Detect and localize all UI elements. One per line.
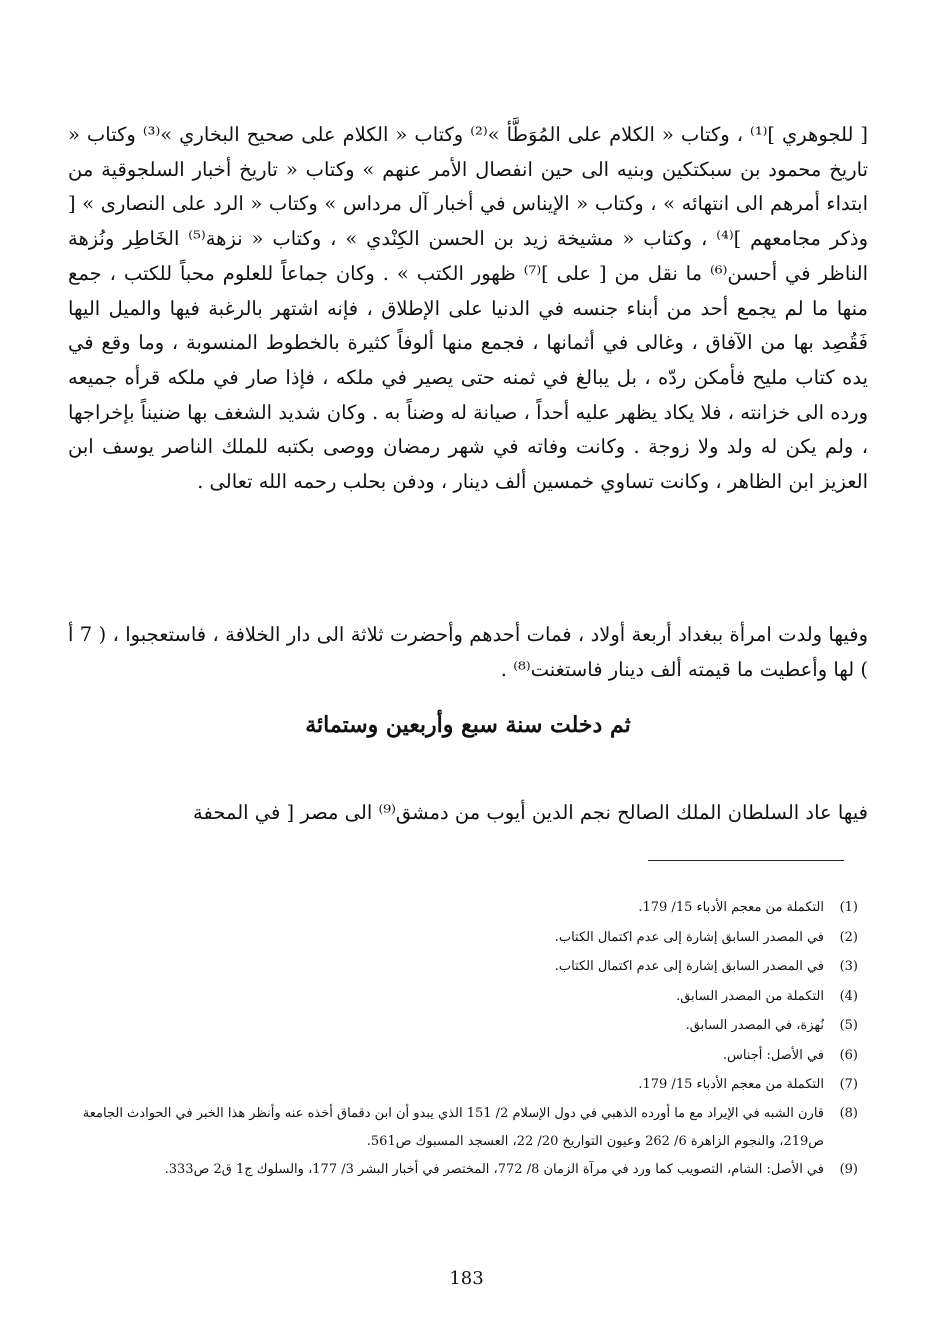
section-heading: ثم دخلت سنة سبع وأربعين وستمائة [305, 712, 631, 738]
main-paragraph-2: وفيها ولدت امرأة ببغداد أربعة أولاد ، فمات أحدهم وأحضرت ثلاثة الى دار الخلافة ، فاستعجبوا ، ( 7 أ ) لها وأعطيت ما قيمته ألف دينار فاستغنت⁽⁸⁾ . [68, 623, 868, 681]
footnotes-list [68, 893, 858, 1184]
footnote [68, 923, 858, 953]
footnote-number: (8) [839, 1105, 858, 1121]
footnote-text: في الأصل: الشام، التصويب كما ورد في مرآة الزمان 8/ 772، المختصر في أخبار البشر 3/ 177، والسلوك ج1 ق2 ص333. [164, 1161, 824, 1177]
footnote-text: في المصدر السابق إشارة إلى عدم اكتمال الكتاب. [554, 929, 824, 945]
footnote-text: التكملة من معجم الأدباء 15/ 179. [638, 1077, 824, 1092]
footnote-number: (4) [839, 988, 858, 1004]
page-number: 183 [449, 1268, 484, 1289]
footnote-number: (7) [839, 1077, 858, 1092]
footnote [68, 952, 858, 982]
footnote-text: قارن الشبه في الإيراد مع ما أورده الذهبي في دول الإسلام 2/ 151 الذي يبدو أن ابن دقماق أخذه عنه وأنظر هذا الخبر في الحوادث الجامعة ص219، والنجوم الزاهرة 6/ 262 وعيون التواريخ 20/ 22، العسجد المسبوك ص561. [82, 1105, 824, 1149]
footnote-number: (1) [839, 900, 858, 915]
footnote-number: (2) [839, 929, 858, 945]
footnote [68, 1156, 858, 1184]
footnote-number: (6) [839, 1047, 858, 1063]
footnote [68, 1041, 858, 1071]
footnote [68, 1070, 858, 1100]
footnote-text: نُهزة، في المصدر السابق. [685, 1018, 824, 1033]
footnote [68, 1011, 858, 1041]
footnote-number: (5) [839, 1018, 858, 1033]
footnote [68, 893, 858, 923]
main-paragraph-3: فيها عاد السلطان الملك الصالح نجم الدين أيوب من دمشق⁽⁹⁾ الى مصر [ في المحفة [193, 801, 868, 824]
footnote-number: (3) [839, 959, 858, 974]
main-paragraph-1: [ للجوهري ]⁽¹⁾ ، وكتاب « الكلام على المُوَطَّأ »⁽²⁾ وكتاب « الكلام على صحيح البخاري »⁽³⁾ وكتاب « تاريخ محمود بن سبكتكين وبنيه الى حين انفصال الأمر عنهم » وكتاب « تاريخ أخبار السلجوقية من ابتداء أمرهم الى انتهائه » ، وكتاب « الإيناس في أخبار آل مرداس » وكتاب « الرد على النصارى » [ وذكر مجامعهم ]⁽⁴⁾ ، وكتاب « مشيخة زيد بن الحسن الكِنْدي » ، وكتاب « نزهة⁽⁵⁾ الخَاطِر ونُزهة الناظر في أحسن⁽⁶⁾ ما نقل من [ على ]⁽⁷⁾ ظهور الكتب » . وكان جماعاً للعلوم محباً للكتب ، جمع منها ما لم يجمع أحد من أبناء جنسه في الدنيا على الإطلاق ، فإنه اشتهر بالرغبة فيها والميل اليها فَقُصِد بها من الآفاق ، وغالى في أثمانها ، فجمع منها ألوفاً كثيرة بالخطوط المنسوبة ، وما وقع في يده كتاب مليح فأمكن ردّه ، بل يبالغ في ثمنه حتى يصير في ملكه ، فإذا صار في ملكه قرأه جميعه ورده الى خزانته ، فلا يكاد يظهر عليه أحداً ، صيانة له وضناً به . وكان شديد الشغف بها ضنيناً بإخراجها ، ولم يكن له ولد ولا زوجة . وكانت وفاته في شهر رمضان ووصى بكتبه للملك الناصر يوسف ابن العزيز ابن الظاهر ، وكانت تساوي خمسين ألف دينار ، ودفن بحلب رحمه الله تعالى . [68, 123, 869, 494]
footnote-separator [648, 860, 844, 861]
footnote [68, 982, 858, 1012]
footnote-text: في الأصل: أجناس. [722, 1047, 824, 1063]
footnote-text: التكملة من المصدر السابق. [676, 988, 824, 1004]
footnote-number: (9) [839, 1161, 858, 1177]
footnote-text: التكملة من معجم الأدباء 15/ 179. [638, 900, 824, 915]
footnote [68, 1100, 858, 1156]
footnote-text: في المصدر السابق إشارة إلى عدم اكتمال الكتاب. [554, 959, 824, 974]
